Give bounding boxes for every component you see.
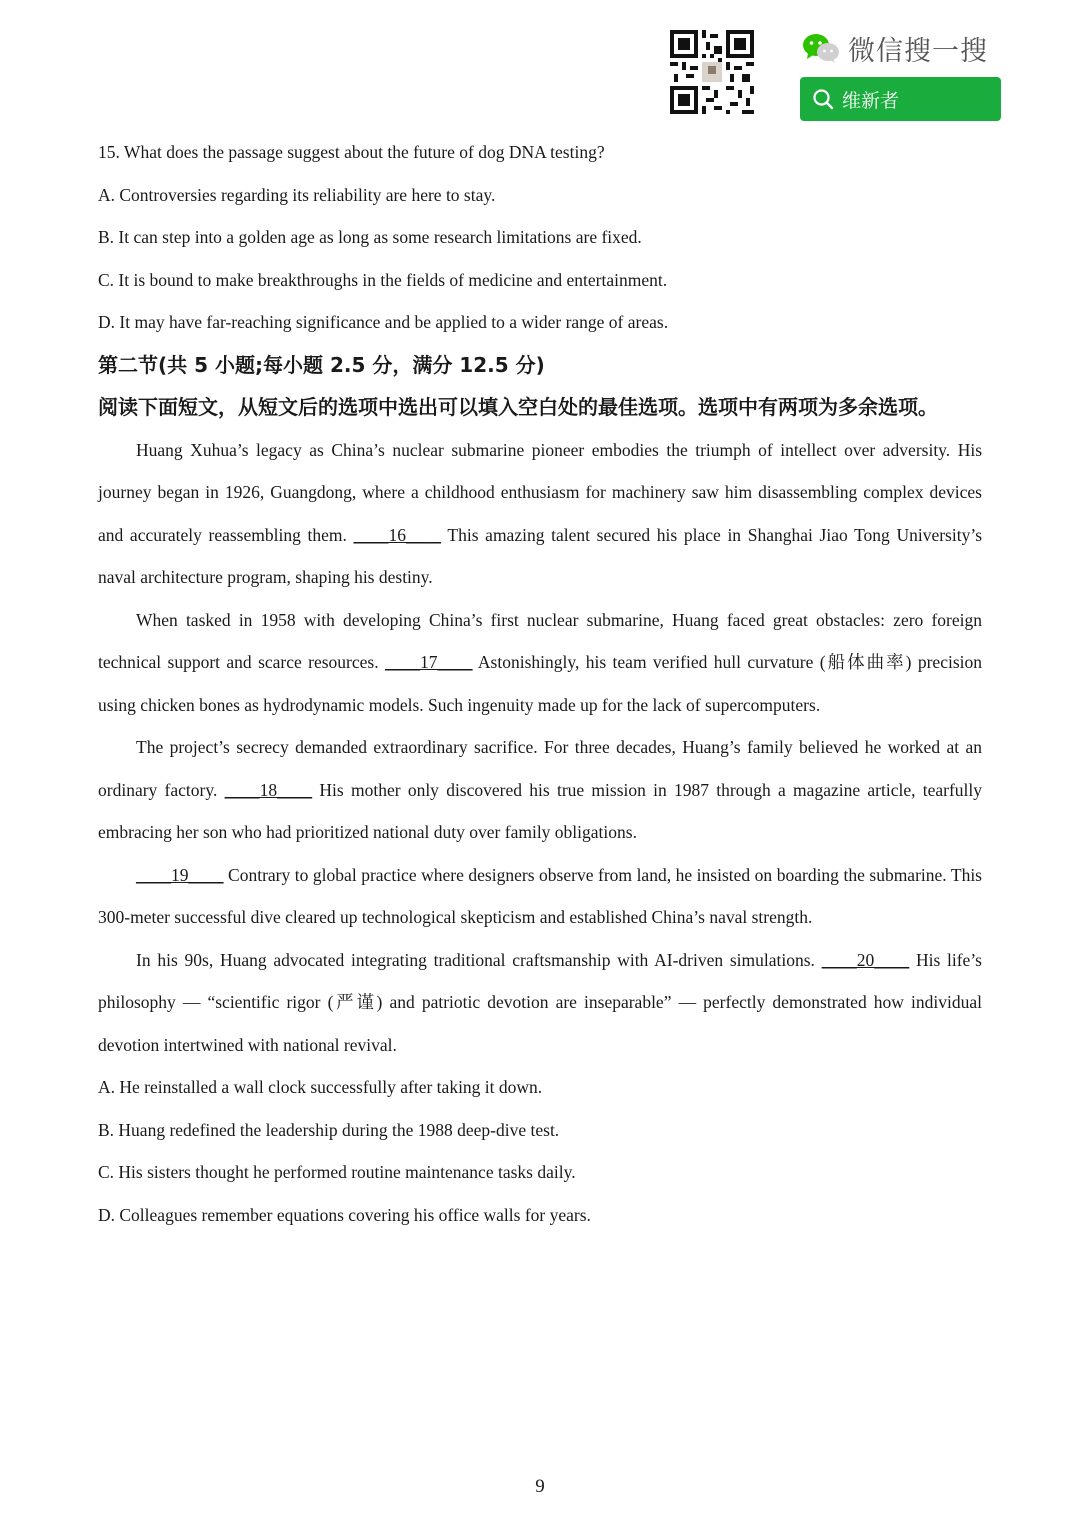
passage-paragraph-4 [98,854,982,939]
wechat-search-title [802,28,988,68]
wechat-logo-icon [802,32,840,64]
qr-code-icon [670,30,754,114]
wechat-search-button[interactable] [800,77,1001,121]
search-keyword: 维新者 [842,89,900,112]
answer-option-c: C. His sisters thought he performed routine maintenance tasks daily. [98,1162,576,1182]
blank-17: ____17____ [385,652,473,672]
search-icon [812,88,834,110]
blank-16: ____16____ [353,524,442,545]
blank-18: ____18____ [224,779,313,800]
paragraph-text: This amazing talent secured his place in Shanghai Jiao Tong University’s naval architecture program, shaping his destiny. [98,524,983,587]
blank-19: ____19____ [136,864,224,885]
passage-paragraph-5 [98,939,982,1067]
section-instruction: 阅读下面短文，从短文后的选项中选出可以填入空白处的最佳选项。选项中有两项为多余选项。 [98,395,938,419]
paragraph-text: In his 90s, Huang advocated integrating traditional craftsmanship with AI-driven simulations. [136,949,822,970]
question-15-stem: 15. What does the passage suggest about the future of dog DNA testing? [98,142,605,162]
paragraph-text: When tasked in 1958 with developing China’s first nuclear submarine, Huang faced great obstacles: zero foreign technical support and scarce resources. [98,609,982,672]
question-15-option-c: C. It is bound to make breakthroughs in the fields of medicine and entertainment. [98,269,668,290]
answer-option-d: D. Colleagues remember equations covering his office walls for years. [98,1204,591,1225]
section-title: 第二节(共 5 小题;每小题 2.5 分，满分 12.5 分) [98,352,545,377]
answer-option-b: B. Huang redefined the leadership during the 1988 deep-dive test. [98,1119,560,1140]
question-15-option-a: A. Controversies regarding its reliability are here to stay. [98,184,496,205]
paragraph-text: His life’s philosophy — “scientific rigor (严谨) and patriotic devotion are inseparable” — perfectly demonstrated how individual devotion intertwined with national revival. [98,949,982,1055]
paragraph-text: The project’s secrecy demanded extraordinary sacrifice. For three decades, Huang’s family believed he worked at an ordinary factory. [98,737,982,800]
exam-content [98,131,982,1236]
passage-paragraph-1 [98,429,982,599]
page-number: 9 [535,1476,545,1497]
question-15-option-d: D. It may have far-reaching significance and be applied to a wider range of areas. [98,312,669,332]
answer-option-a: A. He reinstalled a wall clock successfully after taking it down. [98,1077,543,1097]
paragraph-text: Contrary to global practice where designers observe from land, he insisted on boarding the submarine. This 300-meter successful dive cleared up technological skepticism and established China’s naval strength. [98,864,982,927]
paragraph-text: Astonishingly, his team verified hull curvature (船体曲率) precision using chicken bones as hydrodynamic models. Such ingenuity made up for the lack of supercomputers. [98,652,982,715]
question-15-option-b: B. It can step into a golden age as long as some research limitations are fixed. [98,227,642,247]
paragraph-text: Huang Xuhua’s legacy as China’s nuclear submarine pioneer embodies the triumph of intellect over adversity. His journey began in 1926, Guangdong, where a childhood enthusiasm for machinery saw him disassembling complex devices and accurately reassembling them. [98,439,982,545]
paragraph-text: His mother only discovered his true mission in 1987 through a magazine article, tearfully embracing her son who had prioritized national duty over family obligations. [98,779,983,842]
wechat-search-label: 微信搜一搜 [848,35,988,67]
passage-paragraph-2 [98,599,982,727]
blank-20: ____20____ [821,949,910,970]
passage-paragraph-3 [98,726,982,854]
